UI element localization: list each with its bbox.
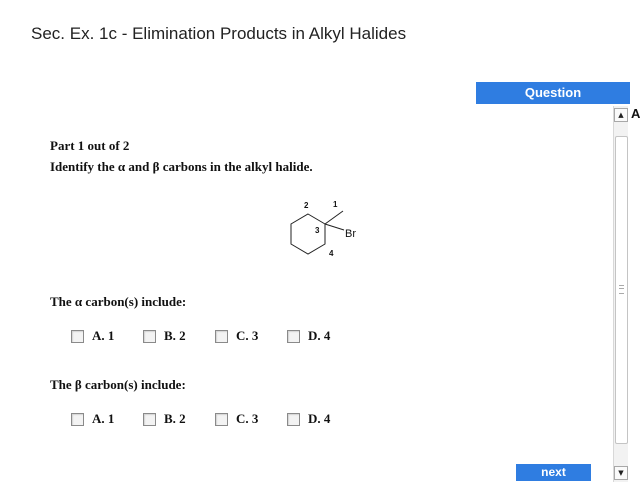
option-label: C. 3: [236, 411, 259, 426]
cyclohexane-ring: [291, 214, 325, 254]
methyl-bond: [325, 211, 343, 224]
carbon-label-1: 1: [333, 200, 338, 209]
checkbox-icon[interactable]: [71, 413, 84, 426]
beta-option-c[interactable]: [215, 411, 258, 427]
beta-option-d[interactable]: [287, 411, 330, 427]
beta-carbon-label: The β carbon(s) include:: [50, 377, 186, 392]
scroll-thumb[interactable]: [615, 136, 628, 444]
option-label: A. 1: [92, 328, 115, 343]
alpha-option-b[interactable]: [143, 328, 186, 344]
checkbox-icon[interactable]: [287, 330, 300, 343]
question-tab[interactable]: Question: [476, 82, 630, 104]
scroll-up-arrow-icon[interactable]: ▲: [614, 108, 628, 122]
checkbox-icon[interactable]: [71, 330, 84, 343]
scrollbar[interactable]: [613, 106, 628, 482]
next-button[interactable]: next: [516, 464, 591, 481]
beta-option-b[interactable]: [143, 411, 186, 427]
checkbox-icon[interactable]: [215, 413, 228, 426]
option-label: C. 3: [236, 328, 259, 343]
carbon-label-2: 2: [304, 201, 309, 210]
carbon-label-4: 4: [329, 249, 334, 258]
beta-option-a[interactable]: [71, 411, 114, 427]
carbon-label-3: 3: [315, 226, 320, 235]
alpha-option-c[interactable]: [215, 328, 258, 344]
page-title: Sec. Ex. 1c - Elimination Products in Alkyl Halides: [31, 24, 407, 43]
question-prompt: Identify the α and β carbons in the alkyl halide.: [50, 159, 313, 174]
alpha-option-a[interactable]: [71, 328, 114, 344]
alpha-carbon-label: The α carbon(s) include:: [50, 294, 187, 309]
option-label: D. 4: [308, 328, 331, 343]
checkbox-icon[interactable]: [143, 330, 156, 343]
scroll-down-arrow-icon[interactable]: ▼: [614, 466, 628, 480]
option-label: A. 1: [92, 411, 115, 426]
bromine-bond: [325, 224, 344, 230]
panel-edge-text: A: [631, 106, 640, 121]
checkbox-icon[interactable]: [215, 330, 228, 343]
part-indicator: Part 1 out of 2: [50, 138, 130, 153]
alpha-option-d[interactable]: [287, 328, 330, 344]
option-label: D. 4: [308, 411, 331, 426]
checkbox-icon[interactable]: [143, 413, 156, 426]
option-label: B. 2: [164, 411, 186, 426]
checkbox-icon[interactable]: [287, 413, 300, 426]
alkyl-halide-structure: [280, 196, 370, 268]
bromine-label: Br: [345, 228, 356, 240]
option-label: B. 2: [164, 328, 186, 343]
grip-icon: [619, 285, 624, 294]
